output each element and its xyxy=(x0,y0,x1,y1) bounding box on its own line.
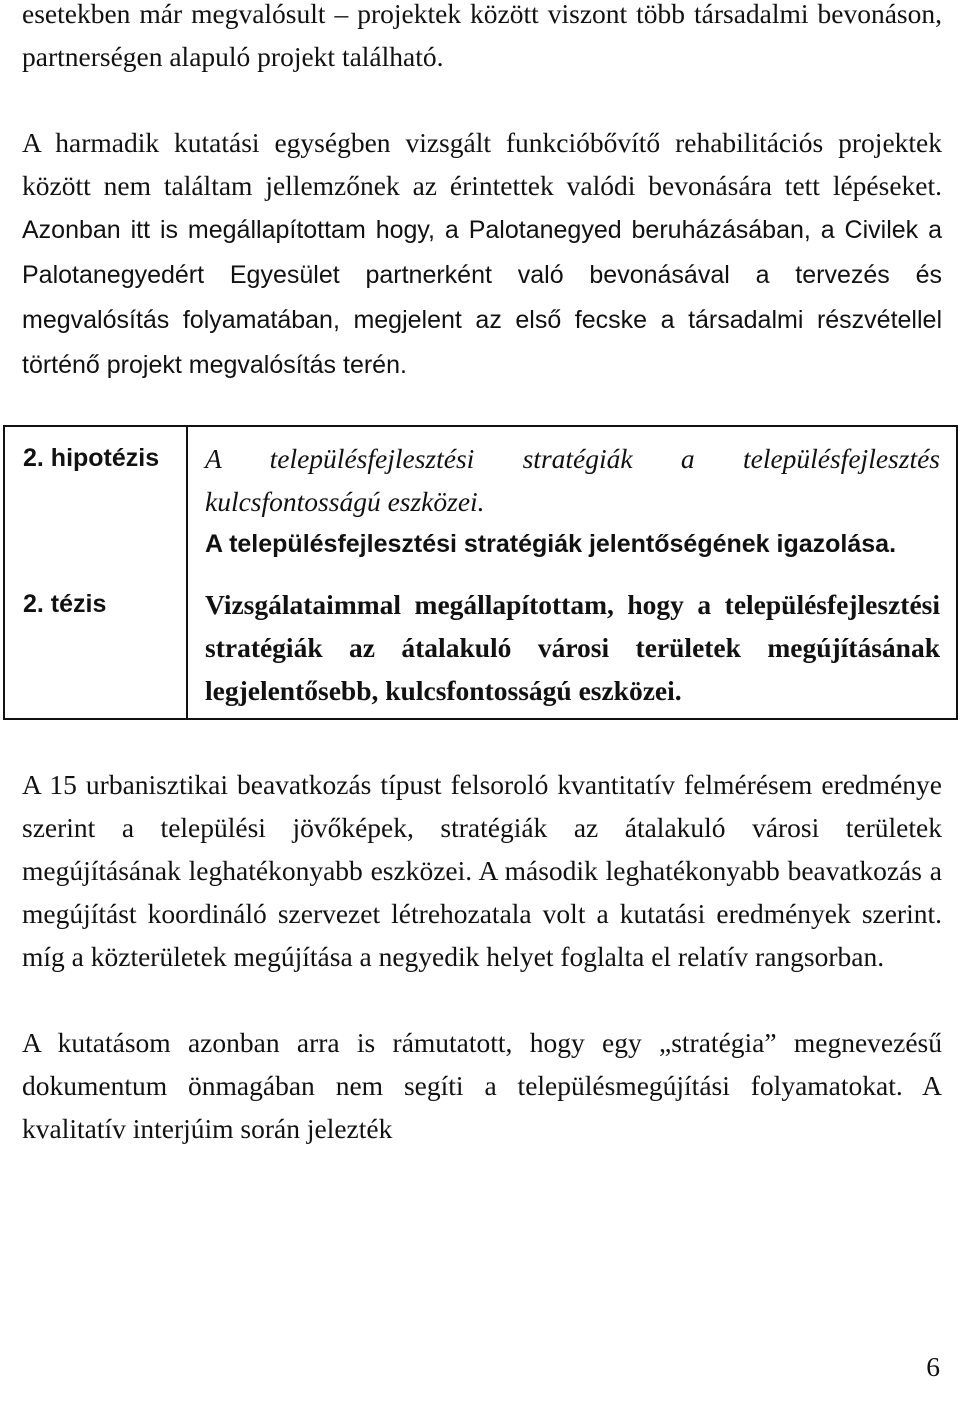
spacer xyxy=(22,978,942,1021)
hypothesis-label: 2. hipotézis xyxy=(4,426,187,566)
paragraph-rehabilitation-projects xyxy=(22,121,942,387)
hypothesis-thesis-table xyxy=(3,425,958,720)
spacer xyxy=(22,720,942,763)
paragraph-rehabilitation-text: A harmadik kutatási egységben vizsgált funkcióbővítő rehabilitációs projektek között nem találtam jellemzőnek az érintettek valódi bevonására tett lépéseket. xyxy=(22,127,942,201)
thesis-label: 2. tézis xyxy=(4,566,187,719)
paragraph-strategy-document: A kutatásom azonban arra is rámutatott, hogy egy „stratégia” megnevezésű dokumentum önmagában nem segíti a településmegújítási folyamatokat. A kvalitatív interjúim során jelezték xyxy=(22,1027,942,1144)
thesis-text: Vizsgálataimmal megállapítottam, hogy a településfejlesztési stratégiák az átalakuló városi területek megújításának legjelentősebb, kulcsfontosságú eszközei. xyxy=(205,589,940,706)
paragraph-intro-continuation: esetekben már megvalósult – projektek között viszont több társadalmi bevonáson, partnerségen alapuló projekt található. xyxy=(22,0,942,72)
thesis-row xyxy=(4,566,957,719)
hypothesis-row xyxy=(4,426,957,566)
spacer xyxy=(22,387,942,425)
hypothesis-content xyxy=(187,426,957,566)
hypothesis-statement: A településfejlesztési stratégiák a településfejlesztés kulcsfontosságú eszközei. xyxy=(205,443,940,517)
page-number: 6 xyxy=(926,1351,940,1382)
document-page xyxy=(22,0,942,1150)
spacer xyxy=(22,78,942,121)
paragraph-palotanegyed-text: Azonban itt is megállapítottam hogy, a Palotanegyed beruházásában, a Civilek a Palotanegyedért Egyesület partnerként való bevonásával a tervezés és megvalósítás folyamatában, megjelent az első fecske a társadalmi részvétellel történő projekt megvalósítás terén. xyxy=(22,216,942,379)
hypothesis-proof: A településfejlesztési stratégiák jelentőségének igazolása. xyxy=(205,530,897,558)
paragraph-quantitative-survey: A 15 urbanisztikai beavatkozás típust felsoroló kvantitatív felmérésem eredménye szerint a települési jövőképek, stratégiák az átalakuló városi területek megújításának leghatékonyabb eszközei. A második leghatékonyabb beavatkozás a megújítást koordináló szervezet létrehozatala volt a kutatási eredmények szerint. míg a közterületek megújítása a negyedik helyet foglalta el relatív rangsorban. xyxy=(22,769,942,972)
